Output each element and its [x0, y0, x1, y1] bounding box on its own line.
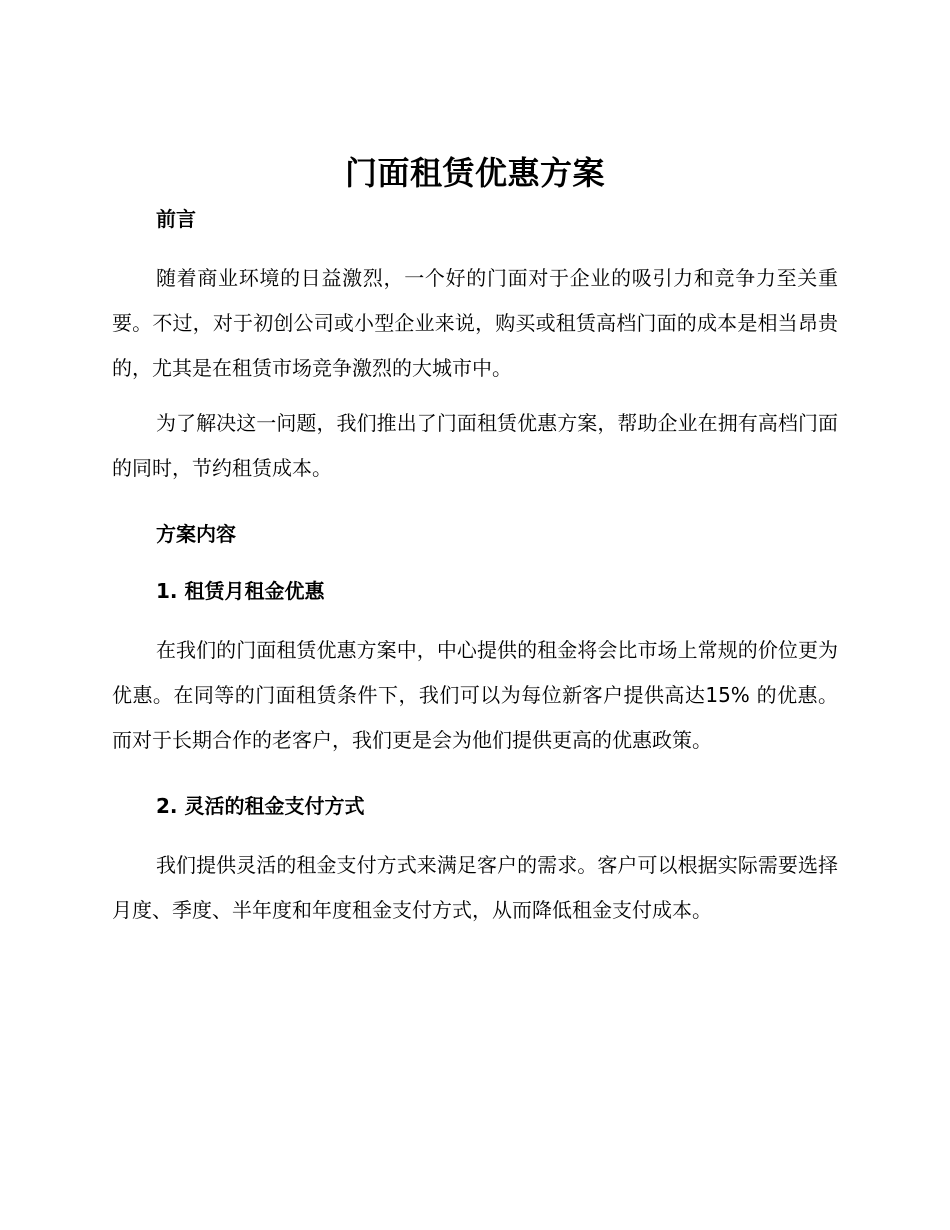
section-1-body: 在我们的门面租赁优惠方案中，中心提供的租金将会比市场上常规的价位更为优惠。在同等的门面租赁条件下，我们可以为每位新客户提供高达15% 的优惠。而对于长期合作的老客户，我们更是会为他们提供更高的优惠政策。 [112, 638, 838, 752]
document-title: 门面租赁优惠方案 [344, 154, 605, 192]
preface-paragraph-2: 为了解决这一问题，我们推出了门面租赁优惠方案，帮助企业在拥有高档门面的同时，节约租赁成本。 [112, 411, 838, 480]
section-2-body: 我们提供灵活的租金支付方式来满足客户的需求。客户可以根据实际需要选择月度、季度、半年度和年度租金支付方式，从而降低租金支付成本。 [112, 853, 838, 922]
section-1-heading: 1. 租赁月租金优惠 [156, 579, 325, 603]
section-2-heading: 2. 灵活的租金支付方式 [156, 794, 365, 818]
preface-paragraph-1: 随着商业环境的日益激烈，一个好的门面对于企业的吸引力和竞争力至关重要。不过，对于初创公司或小型企业来说，购买或租赁高档门面的成本是相当昂贵的，尤其是在租赁市场竞争激烈的大城市中。 [112, 266, 838, 380]
plan-heading: 方案内容 [156, 522, 236, 546]
preface-heading: 前言 [156, 207, 196, 231]
